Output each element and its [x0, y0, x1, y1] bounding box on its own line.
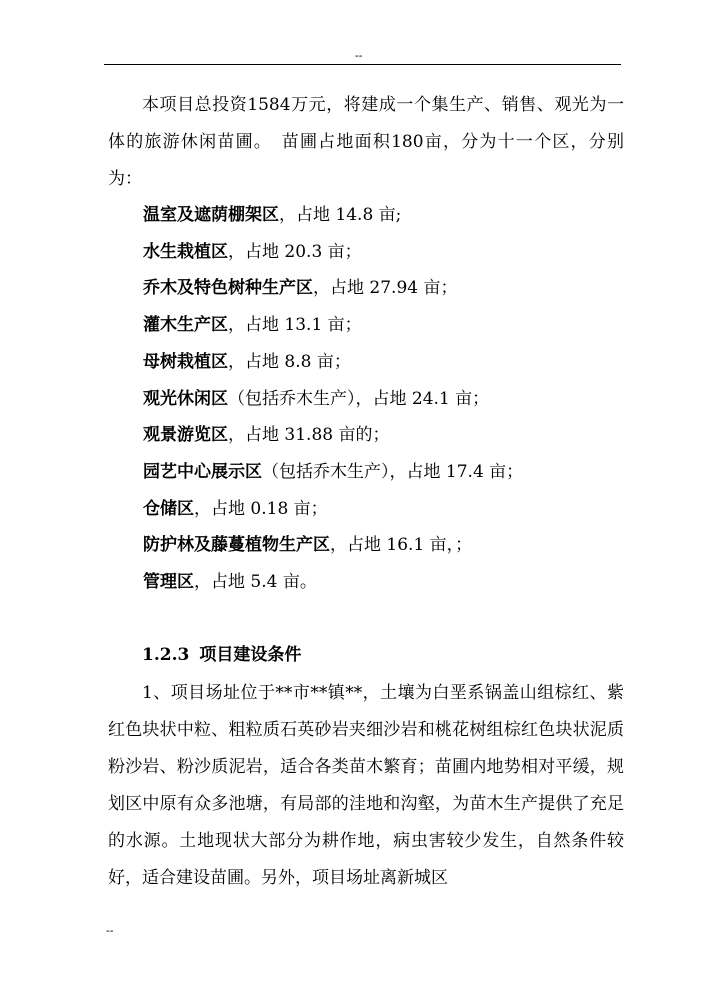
zone-name: 乔木及特色树种生产区 [143, 278, 313, 299]
section-title: 项目建设条件 [199, 645, 302, 665]
zone-item [143, 454, 523, 491]
section-heading [142, 641, 301, 669]
conditions-paragraph: 1、项目场址位于**市**镇**，土壤为白垩系锅盖山组棕红、紫红色块状中粒、粗粒质石英砂岩夹细沙岩和桃花树组棕红色块状泥质粉沙岩、粉沙质泥岩，适合各类苗木繁育；苗圃内地势相对平缓，规划区中原有众多池塘，有局部的洼地和沟壑，为苗木生产提供了充足的水源。土地现状大部分为耕作地，病虫害较少发生，自然条件较好，适合建设苗圃。另外，项目场址离新城区 [108, 683, 624, 888]
zone-detail: （包括乔木生产），占地 24.1 亩； [228, 388, 490, 409]
header-rule [104, 64, 621, 65]
zone-detail: ，占地 13.1 亩； [228, 315, 362, 336]
zone-name: 管理区 [143, 572, 194, 593]
zone-name: 园艺中心展示区 [143, 461, 262, 482]
zone-name: 防护林及藤蔓植物生产区 [143, 535, 330, 556]
zone-name: 观景游览区 [143, 425, 228, 446]
section-number: 1.2.3 [142, 645, 190, 665]
zone-name: 母树栽植区 [143, 351, 228, 372]
header-mark: -- [355, 49, 363, 62]
zone-name: 观光休闲区 [143, 388, 228, 409]
zone-detail: （包括乔木生产），占地 17.4 亩； [262, 461, 524, 482]
zone-detail: ，占地 0.18 亩； [194, 498, 328, 519]
intro-paragraph: 本项目总投资1584万元，将建成一个集生产、销售、观光为一体的旅游休闲苗圃。 苗圃占地面积180亩，分为十一个区，分别为： [108, 95, 624, 189]
zone-item [143, 234, 523, 271]
zone-name: 温室及遮荫棚架区 [143, 205, 279, 225]
zone-item [143, 307, 523, 344]
zone-name: 灌木生产区 [143, 315, 228, 336]
zone-item [143, 344, 523, 381]
zone-item [143, 417, 523, 454]
zone-detail: ，占地 27.94 亩； [313, 278, 458, 299]
zone-detail: ，占地 5.4 亩。 [194, 572, 317, 593]
footer-mark: -- [106, 924, 114, 937]
zone-item [143, 527, 523, 564]
zone-detail: ，占地 20.3 亩； [228, 241, 362, 262]
zone-list [143, 197, 523, 601]
zone-name: 水生栽植区 [143, 241, 228, 262]
zone-name: 仓储区 [143, 498, 194, 519]
zone-item [143, 491, 523, 528]
zone-item [143, 197, 523, 234]
zone-detail: ，占地 31.88 亩的； [228, 425, 390, 446]
zone-item [143, 381, 523, 418]
zone-detail: ，占地 8.8 亩； [228, 351, 351, 372]
zone-item [143, 270, 523, 307]
zone-detail: ，占地 14.8 亩; [279, 205, 402, 225]
zone-item [143, 564, 523, 601]
zone-detail: ，占地 16.1 亩，； [330, 535, 473, 556]
